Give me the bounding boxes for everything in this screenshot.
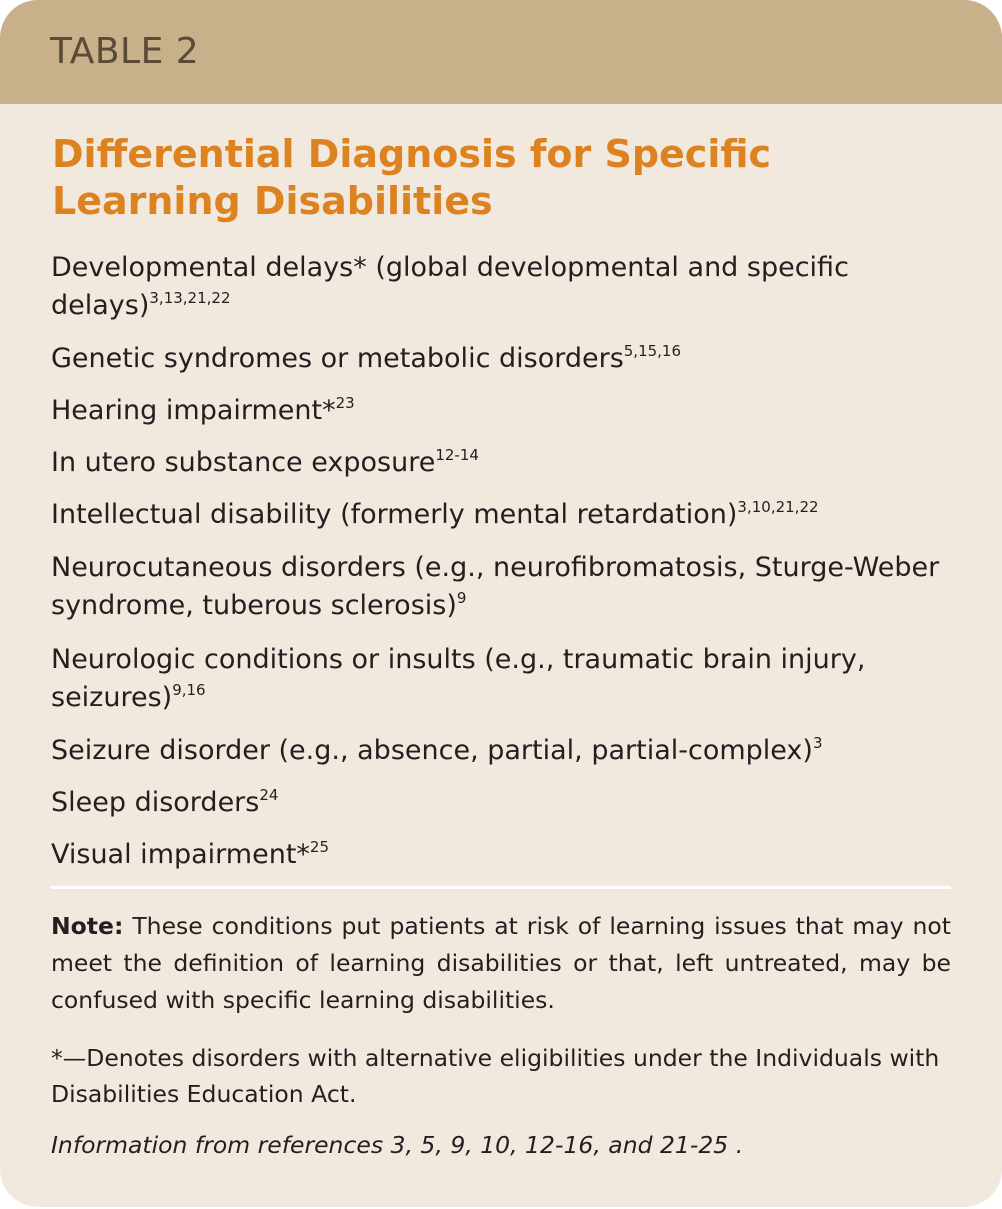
item-text: Hearing impairment* [51, 395, 336, 426]
item-refs: 3,10,21,22 [737, 498, 819, 516]
item-text: Intellectual disability (formerly mental retardation) [51, 499, 738, 530]
item-text: Sleep disorders [51, 787, 260, 818]
item-text: Neurocutaneous disorders (e.g., neurofibromatosis, Sturge-Weber syndrome, tuberous sclerosis) [51, 552, 940, 621]
item-refs: 3 [812, 734, 823, 752]
list-item [51, 249, 956, 325]
list-item [51, 641, 956, 717]
list-item [51, 549, 956, 625]
list-item [51, 836, 956, 874]
list-item [51, 444, 956, 482]
list-item [51, 732, 956, 770]
table-footnote: *—Denotes disorders with alternative eligibilities under the Individuals with Disabilities Education Act. [51, 1044, 940, 1108]
item-refs: 24 [259, 786, 279, 804]
divider [51, 886, 951, 889]
table-title: Differential Diagnosis for Specific Learning Disabilities [52, 132, 772, 223]
item-text: Seizure disorder (e.g., absence, partial, partial-complex) [51, 735, 813, 766]
table-label: TABLE 2 [50, 31, 200, 72]
item-text: Visual impairment* [51, 839, 310, 870]
item-text: Neurologic conditions or insults (e.g., traumatic brain injury, seizures) [51, 644, 866, 713]
item-text: In utero substance exposure [51, 447, 436, 478]
item-refs: 25 [309, 838, 330, 856]
item-refs: 23 [335, 394, 355, 412]
note-label: Note: [51, 912, 124, 940]
list-item [51, 340, 956, 378]
item-text: Developmental delays* (global developmental and specific delays) [51, 252, 849, 321]
item-refs: 9,16 [172, 681, 206, 699]
item-text: Genetic syndromes or metabolic disorders [51, 343, 624, 374]
list-item [51, 392, 956, 430]
table-note [51, 908, 951, 1019]
table-header [0, 0, 1002, 104]
list-item [51, 784, 956, 822]
source-citation: Information from references 3, 5, 9, 10, 12-16, and 21-25 . [51, 1131, 744, 1159]
item-refs: 12-14 [435, 446, 479, 464]
item-refs: 9 [456, 589, 467, 607]
list-item [51, 496, 956, 534]
item-refs: 5,15,16 [623, 342, 682, 360]
item-refs: 3,13,21,22 [149, 289, 231, 307]
note-text: These conditions put patients at risk of learning issues that may not meet the definition of learning disabilities or that, left untreated, may be confused with specific learning disabilities. [51, 912, 951, 1014]
